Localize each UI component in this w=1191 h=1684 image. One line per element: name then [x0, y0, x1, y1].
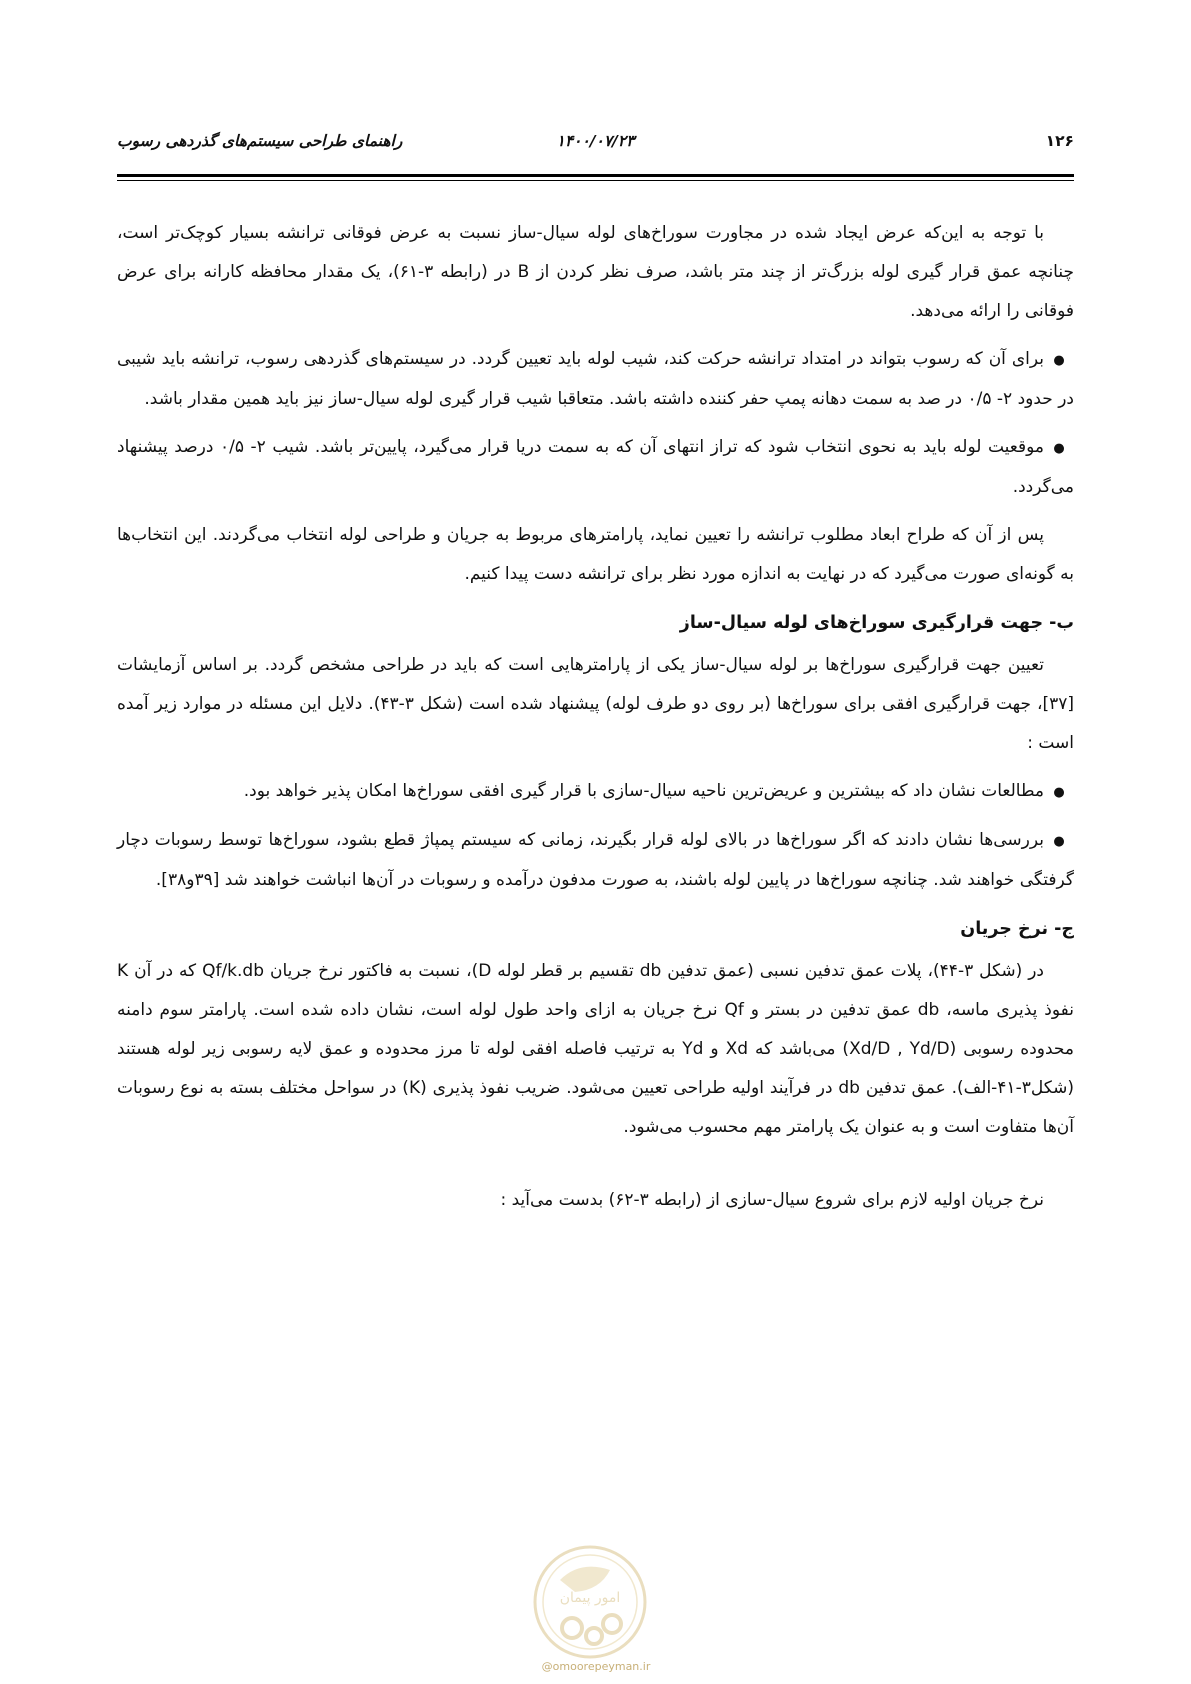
- page-number: ۱۲۶: [1045, 132, 1074, 150]
- bullet-item: [117, 772, 1074, 812]
- bullet-text: بررسی‌ها نشان دادند که اگر سوراخ‌ها در بالای لوله قرار بگیرند، زمانی که سیستم پمپاژ قطع بشود، سوراخ‌ها توسط رسوبات دچار گرفتگی خواهند شد. چنانچه سوراخ‌ها در پایین لوله باشند، به صورت مدفون درآمده و رسوبات در آن‌ها انباشت خواهند شد [۳۹و۳۸].: [117, 830, 1074, 890]
- bullet-item: [117, 428, 1074, 507]
- bullet-icon: ●: [1053, 353, 1065, 368]
- header-rule-thin: [117, 180, 1074, 181]
- svg-text:امور پیمان: امور پیمان: [559, 1590, 621, 1606]
- bullet-text: برای آن که رسوب بتواند در امتداد ترانشه حرکت کند، شیب لوله باید تعیین گردد. در سیستم‌های گذردهی رسوب، ترانشه باید شیبی در حدود ۲- ۰/۵ در صد به سمت دهانه پمپ حفر کننده داشته باشد. متعاقبا شیب قرار گیری لوله سیال-ساز نیز باید همین مقدار باشد.: [117, 349, 1074, 409]
- bullet-item: [117, 821, 1074, 900]
- section-heading-c: ج- نرخ جریان: [960, 919, 1074, 939]
- bullet-icon: ●: [1053, 785, 1065, 800]
- bullet-icon: ●: [1053, 441, 1065, 456]
- paragraph-flow-rate: نرخ جریان اولیه لازم برای شروع سیال-سازی از (رابطه ۳-۶۲) بدست می‌آید :: [500, 1190, 1044, 1210]
- section-heading-b: ب- جهت قرارگیری سوراخ‌های لوله سیال-ساز: [679, 613, 1074, 633]
- document-body: [117, 214, 1074, 1229]
- paragraph-intro: با توجه به این‌که عرض ایجاد شده در مجاورت سوراخ‌های لوله سیال-ساز نسبت به عرض فوقانی ترانشه بسیار کوچک‌تر است، چنانچه عمق قرار گیری لوله بزرگ‌تر از چند متر باشد، صرف نظر کردن از B در (رابطه ۳-۶۱)، یک مقدار محافظه کارانه برای عرض فوقانی را ارائه می‌دهد.: [117, 223, 1074, 321]
- bullet-icon: ●: [1053, 834, 1065, 849]
- paragraph-after-bullets: پس از آن که طراح ابعاد مطلوب ترانشه را تعیین نماید، پارامترهای مربوط به جریان و طراحی لوله انتخاب می‌گردند. این انتخاب‌ها به گونه‌ای صورت می‌گیرد که در نهایت به اندازه مورد نظر برای ترانشه دست پیدا کنیم.: [117, 525, 1074, 584]
- page-header: [117, 128, 1074, 158]
- header-title: راهنمای طراحی سیستم‌های گذردهی رسوب: [117, 132, 403, 150]
- header-date: ۱۴۰۰/۰۷/۲۳: [556, 132, 635, 150]
- watermark-logo-icon: [530, 1540, 650, 1670]
- header-rule-thick: [117, 174, 1074, 177]
- bullet-text: موقعیت لوله باید به نحوی انتخاب شود که تراز انتهای آن که به سمت دریا قرار می‌گیرد، پایین‌تر باشد. شیب ۲- ۰/۵ درصد پیشنهاد می‌گردد.: [117, 437, 1074, 497]
- bullet-text: مطالعات نشان داد که بیشترین و عریض‌ترین ناحیه سیال-سازی با قرار گیری افقی سوراخ‌ها امکان پذیر خواهد بود.: [243, 781, 1044, 801]
- paragraph-section-b: تعیین جهت قرارگیری سوراخ‌ها بر لوله سیال-ساز یکی از پارامترهایی است که باید در طراحی مشخص گردد. بر اساس آزمایشات [۳۷]، جهت قرارگیری افقی برای سوراخ‌ها (بر روی دو طرف لوله) پیشنهاد شده است (شکل ۳-۴۳). دلایل این مسئله در موارد زیر آمده است :: [117, 655, 1074, 753]
- paragraph-section-c: در (شکل ۳-۴۴)، پلات عمق تدفین نسبی (عمق تدفین db تقسیم بر قطر لوله D)، نسبت به فاکتور نرخ جریان Qf/k.db که در آن K نفوذ پذیری ماسه، db عمق تدفین در بستر و Qf نرخ جریان به ازای واحد طول لوله است، نشان داده شده است. پارامتر سوم دامنه محدوده رسوبی (Xd/D , Yd/D) می‌باشد که Xd و Yd به ترتیب فاصله افقی لوله تا مرز محدوده و عمق لایه رسوبی زیر لوله هستند (شکل۳-۴۱-الف). عمق تدفین db در فرآیند اولیه طراحی تعیین می‌شود. ضریب نفوذ پذیری (K) در سواحل مختلف بسته به نوع رسوبات آن‌ها متفاوت است و به عنوان یک پارامتر مهم محسوب می‌شود.: [117, 961, 1074, 1137]
- watermark-site: @omoorepeyman.ir: [541, 1660, 651, 1673]
- bullet-item: [117, 340, 1074, 419]
